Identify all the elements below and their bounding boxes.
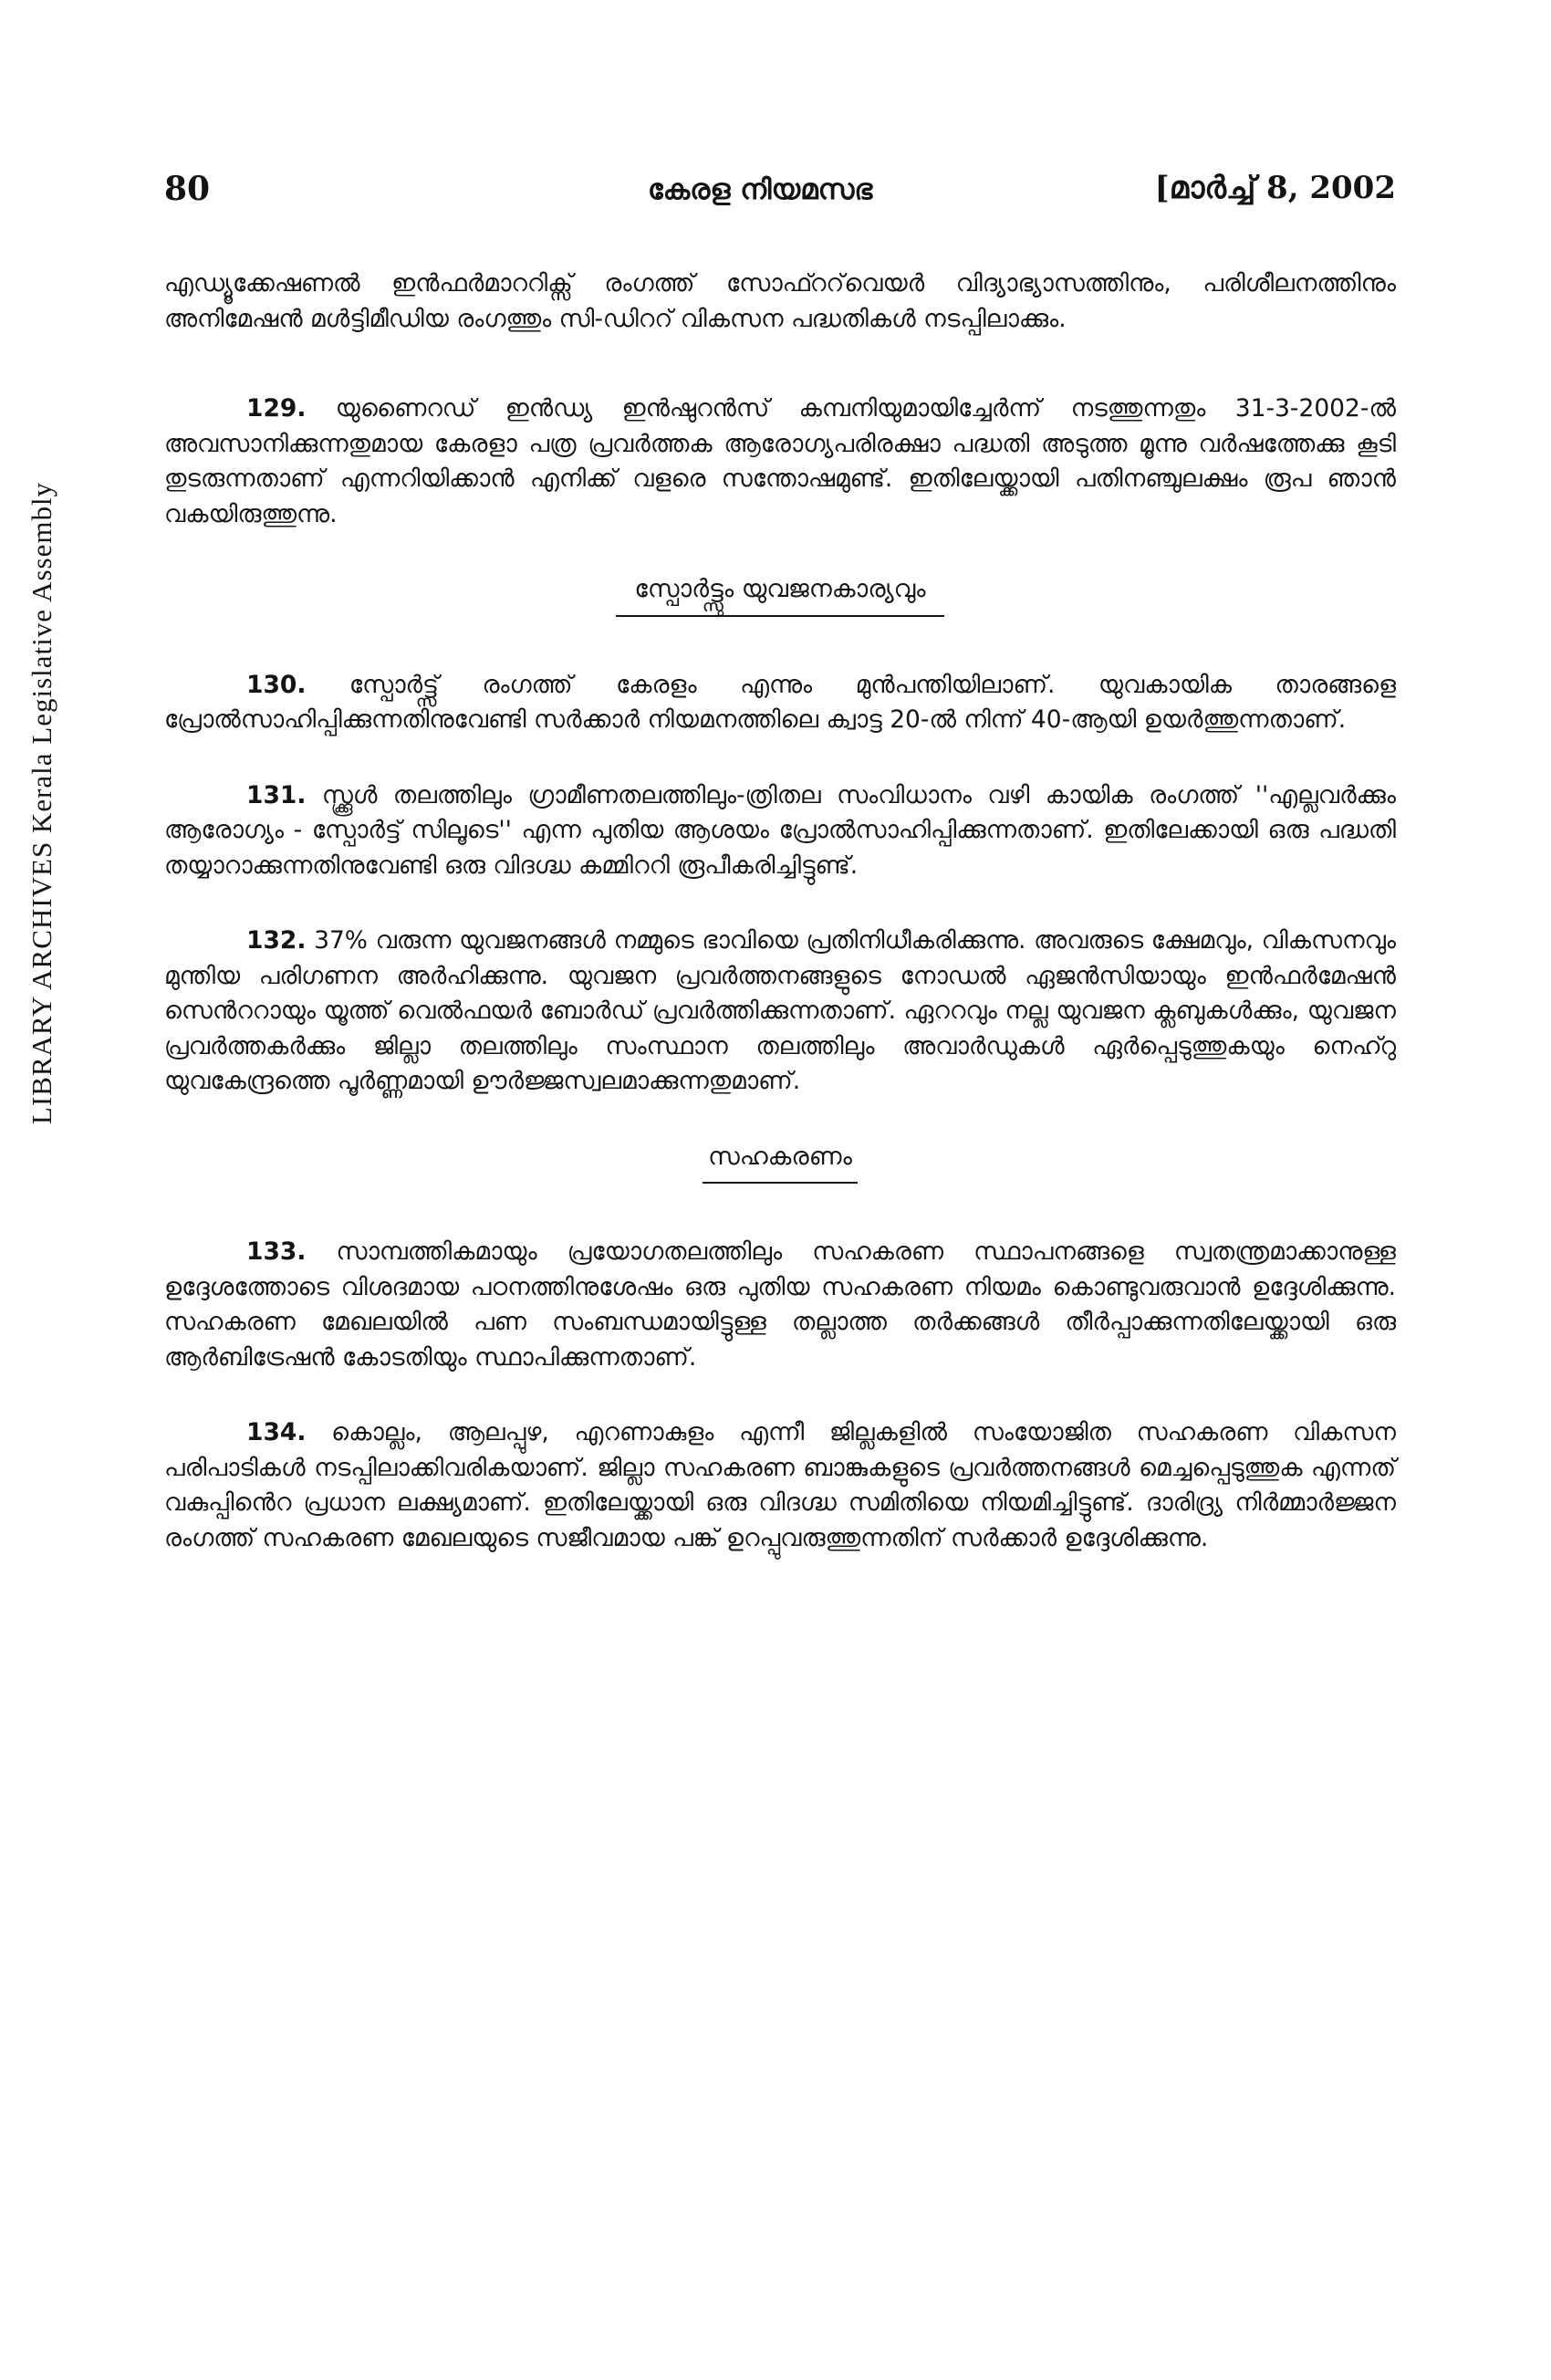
paragraph-131 xyxy=(164,778,1396,884)
paragraph-text: സ്പോർട്ട്സ് രംഗത്ത് കേരളം എന്നും മുൻപന്തിയിലാണ്. യുവകായിക താരങ്ങളെ പ്രോൽസാഹിപ്പിക്കുന്നതിനുവേണ്ടി സർക്കാർ നിയമനത്തിലെ ക്വാട്ട 20-ൽ നിന്ന് 40-ആയി ഉയർത്തുന്നതാണ്. xyxy=(164,670,1396,734)
section-heading-sports xyxy=(164,572,1396,617)
running-title: കേരള നിയമസഭ xyxy=(648,173,873,206)
paragraph-132 xyxy=(164,924,1396,1100)
page-body xyxy=(164,266,1396,1596)
paragraph-129 xyxy=(164,391,1396,532)
paragraph-133 xyxy=(164,1235,1396,1375)
paragraph-number: 132. xyxy=(246,926,307,955)
paragraph-number: 129. xyxy=(246,394,307,423)
watermark-text: LIBRARY ARCHIVES Kerala Legislative Assembly xyxy=(26,481,57,1125)
paragraph-text: സ്ക്കൂൾ തലത്തിലും ഗ്രാമീണതലത്തിലും-ത്രിതല സംവിധാനം വഴി കായിക രംഗത്ത് ''എല്ലവർക്കും ആരോഗ്യം - സ്പോർട്ട് സിലൂടെ'' എന്ന പുതിയ ആശയം പ്രോൽസാഹിപ്പിക്കുന്നതാണ്. ഇതിലേക്കായി ഒരു പദ്ധതി തയ്യാറാക്കുന്നതിനുവേണ്ടി ഒരു വിദഗ്ദ്ധ കമ്മിററി രൂപീകരിച്ചിട്ടുണ്ട്. xyxy=(164,780,1396,880)
page-header xyxy=(164,170,1396,215)
archive-watermark xyxy=(26,481,57,1125)
paragraph-number: 131. xyxy=(246,780,307,809)
section-title: സഹകരണം xyxy=(703,1140,858,1185)
intro-paragraph: എഡ്യൂക്കേഷണൽ ഇൻഫർമാററിക്സ് രംഗത്ത് സോഫ്ററ്‌വെയർ വിദ്യാഭ്യാസത്തിനും, പരിശീലനത്തിനും അനിമേഷൻ മൾട്ടിമീഡിയ രംഗത്തും സി-ഡിററ് വികസന പദ്ധതികൾ നടപ്പിലാക്കും. xyxy=(164,269,1396,333)
page-number: 80 xyxy=(164,170,211,208)
paragraph-text: സാമ്പത്തികമായും പ്രയോഗതലത്തിലും സഹകരണ സ്ഥാപനങ്ങളെ സ്വതന്ത്രമാക്കാനുള്ള ഉദ്ദേശത്തോടെ വിശദമായ പഠനത്തിനുശേഷം ഒരു പുതിയ സഹകരണ നിയമം കൊണ്ടുവരുവാൻ ഉദ്ദേശിക്കുന്നു. സഹകരണ മേഖലയിൽ പണ സംബന്ധമായിട്ടുള്ള തല്ലാത്ത തർക്കങ്ങൾ തീർപ്പാക്കുന്നതിലേയ്ക്കായി ഒരു ആർബിട്രേഷൻ കോടതിയും സ്ഥാപിക്കുന്നതാണ്. xyxy=(164,1237,1396,1372)
section-title: സ്പോർട്ട്സും യുവജനകാര്യവും xyxy=(616,572,943,617)
paragraph-number: 130. xyxy=(246,670,307,699)
header-date: [മാർച്ച് 8, 2002 xyxy=(1154,170,1396,206)
paragraph-text: കൊല്ലം, ആലപ്പുഴ, എറണാകുളം എന്നീ ജില്ലകളിൽ സംയോജിത സഹകരണ വികസന പരിപാടികൾ നടപ്പിലാക്കിവരികയാണ്. ജില്ലാ സഹകരണ ബാങ്കുകളുടെ പ്രവർത്തനങ്ങൾ മെച്ചപ്പെടുത്തുക എന്നത് വകുപ്പിൻെറ പ്രധാന ലക്ഷ്യമാണ്. ഇതിലേയ്ക്കായി ഒരു വിദഗ്ദ്ധ സമിതിയെ നിയമിച്ചിട്ടുണ്ട്. ദാരിദ്ര്യ നിർമ്മാർജ്ജന രംഗത്ത് സഹകരണ മേഖലയുടെ സജീവമായ പങ്ക് ഉറപ്പുവരുത്തുന്നതിന് സർക്കാർ ഉദ്ദേശിക്കുന്നു. xyxy=(164,1418,1396,1552)
paragraph-number: 133. xyxy=(246,1237,307,1266)
paragraph-130 xyxy=(164,668,1396,738)
paragraph-number: 134. xyxy=(246,1418,307,1446)
paragraph-134 xyxy=(164,1415,1396,1556)
section-heading-cooperation xyxy=(164,1140,1396,1185)
paragraph-text: യുണൈറഡ് ഇൻഡ്യ ഇൻഷുറൻസ് കമ്പനിയുമായിച്ചേർന്ന് നടത്തുന്നതും 31-3-2002-ൽ അവസാനിക്കുന്നതുമായ കേരളാ പത്ര പ്രവർത്തക ആരോഗ്യപരിരക്ഷാ പദ്ധതി അടുത്ത മൂന്നു വർഷത്തേക്കു കൂടി തുടരുന്നതാണ് എന്നറിയിക്കാൻ എനിക്ക് വളരെ സന്തോഷമുണ്ട്. ഇതിലേയ്ക്കായി പതിനഞ്ചുലക്ഷം രൂപ ഞാൻ വകയിരുത്തുന്നു. xyxy=(164,394,1396,528)
paragraph-text: 37% വരുന്ന യുവജനങ്ങൾ നമ്മുടെ ഭാവിയെ പ്രതിനിധീകരിക്കുന്നു. അവരുടെ ക്ഷേമവും, വികസനവും മുന്തിയ പരിഗണന അർഹിക്കുന്നു. യുവജന പ്രവർത്തനങ്ങളുടെ നോഡൽ ഏജൻസിയായും ഇൻഫർമേഷൻ സെൻററായും യൂത്ത് വെൽഫയർ ബോർഡ് പ്രവർത്തിക്കുന്നതാണ്. ഏററവും നല്ല യുവജന ക്ലബുകൾക്കും, യുവജന പ്രവർത്തകർക്കും ജില്ലാ തലത്തിലും സംസ്ഥാന തലത്തിലും അവാർഡുകൾ ഏർപ്പെടുത്തുകയും നെഹ്റു യുവകേന്ദ്രത്തെ പൂർണ്ണമായി ഊർജ്ജസ്വലമാക്കുന്നതുമാണ്. xyxy=(164,926,1396,1095)
